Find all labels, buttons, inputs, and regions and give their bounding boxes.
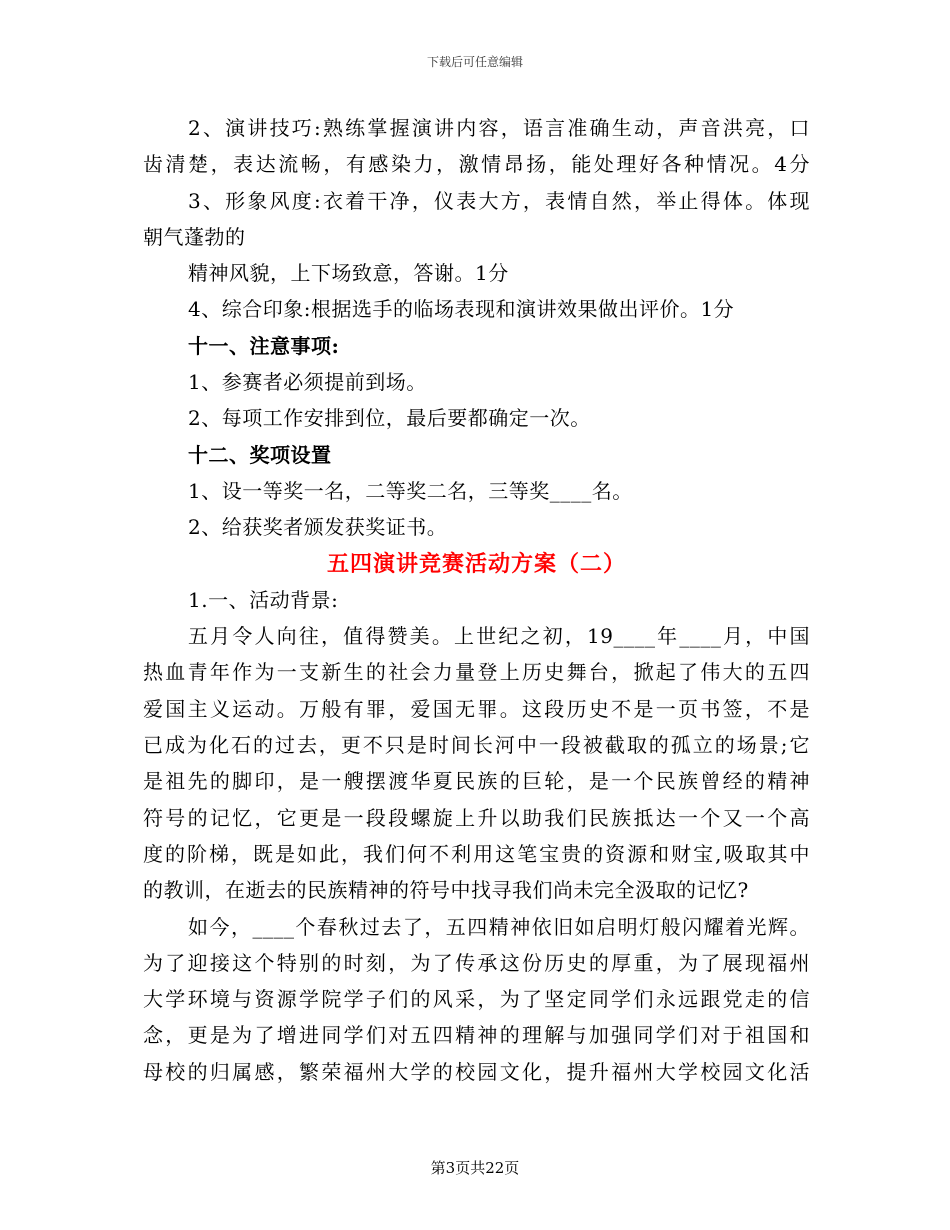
paragraph-line: 2、给获奖者颁发获奖证书。: [188, 515, 448, 540]
paragraph-line: 2、每项工作安排到位，最后要都确定一次。: [188, 406, 591, 431]
paragraph-line: 大学环境与资源学院学子们的风采，为了坚定同学们永远跟党走的信: [143, 987, 810, 1012]
paragraph-line: 3、形象风度:衣着干净，仪表大方，表情自然，举止得体。体现: [188, 188, 810, 213]
paragraph-line: 的教训，在逝去的民族精神的符号中找寻我们尚未完全汲取的记忆?: [143, 878, 749, 903]
paragraph-line: 已成为化石的过去，更不只是时间长河中一段被截取的孤立的场景;它: [143, 733, 810, 758]
paragraph-line: 爱国主义运动。万般有罪，爱国无罪。这段历史不是一页书签，不是: [143, 696, 810, 721]
paragraph-line: 为了迎接这个特别的时刻，为了传承这份历史的厚重，为了展现福州: [143, 950, 810, 975]
paragraph-line: 精神风貌，上下场致意，答谢。1分: [188, 261, 509, 286]
paragraph-line: 如今，____个春秋过去了，五四精神依旧如启明灯般闪耀着光辉。: [188, 914, 810, 939]
paragraph-line: 齿清楚，表达流畅，有感染力，激情昂扬，能处理好各种情况。4分: [143, 152, 810, 177]
document-body: [143, 110, 810, 1090]
paragraph-line: 五月令人向往，值得赞美。上世纪之初，19____年____月，中国: [188, 624, 810, 649]
paragraph-line: 母校的归属感，繁荣福州大学的校园文化，提升福州大学校园文化活: [143, 1059, 810, 1084]
paragraph-line: 1.一、活动背景:: [188, 587, 339, 612]
paragraph-line: 1、设一等奖一名，二等奖二名，三等奖____名。: [188, 478, 633, 503]
page-footer: 第3页共22页: [430, 1159, 520, 1177]
paragraph-line: 念，更是为了增进同学们对五四精神的理解与加强同学们对于祖国和: [143, 1023, 810, 1048]
section-heading: 十一、注意事项:: [188, 333, 340, 358]
paragraph-line: 1、参赛者必须提前到场。: [188, 370, 427, 395]
paragraph-line: 是祖先的脚印，是一艘摆渡华夏民族的巨轮，是一个民族曾经的精神: [143, 769, 810, 794]
section-heading: 十二、奖项设置: [188, 442, 332, 467]
paragraph-line: 2、演讲技巧:熟练掌握演讲内容，语言准确生动，声音洪亮，口: [188, 116, 810, 140]
paragraph-line: 符号的记忆，它更是一段段螺旋上升以助我们民族抵达一个又一个高: [143, 805, 810, 830]
paragraph-line: 度的阶梯，既是如此，我们何不利用这笔宝贵的资源和财宝,吸取其中: [143, 841, 810, 866]
document-title: 五四演讲竞赛活动方案（二）: [326, 550, 626, 577]
paragraph-line: 朝气蓬勃的: [143, 224, 246, 249]
header-note: 下载后可任意编辑: [426, 55, 523, 69]
paragraph-line: 4、综合印象:根据选手的临场表现和演讲效果做出评价。1分: [188, 297, 735, 322]
paragraph-line: 热血青年作为一支新生的社会力量登上历史舞台，掀起了伟大的五四: [143, 660, 810, 685]
